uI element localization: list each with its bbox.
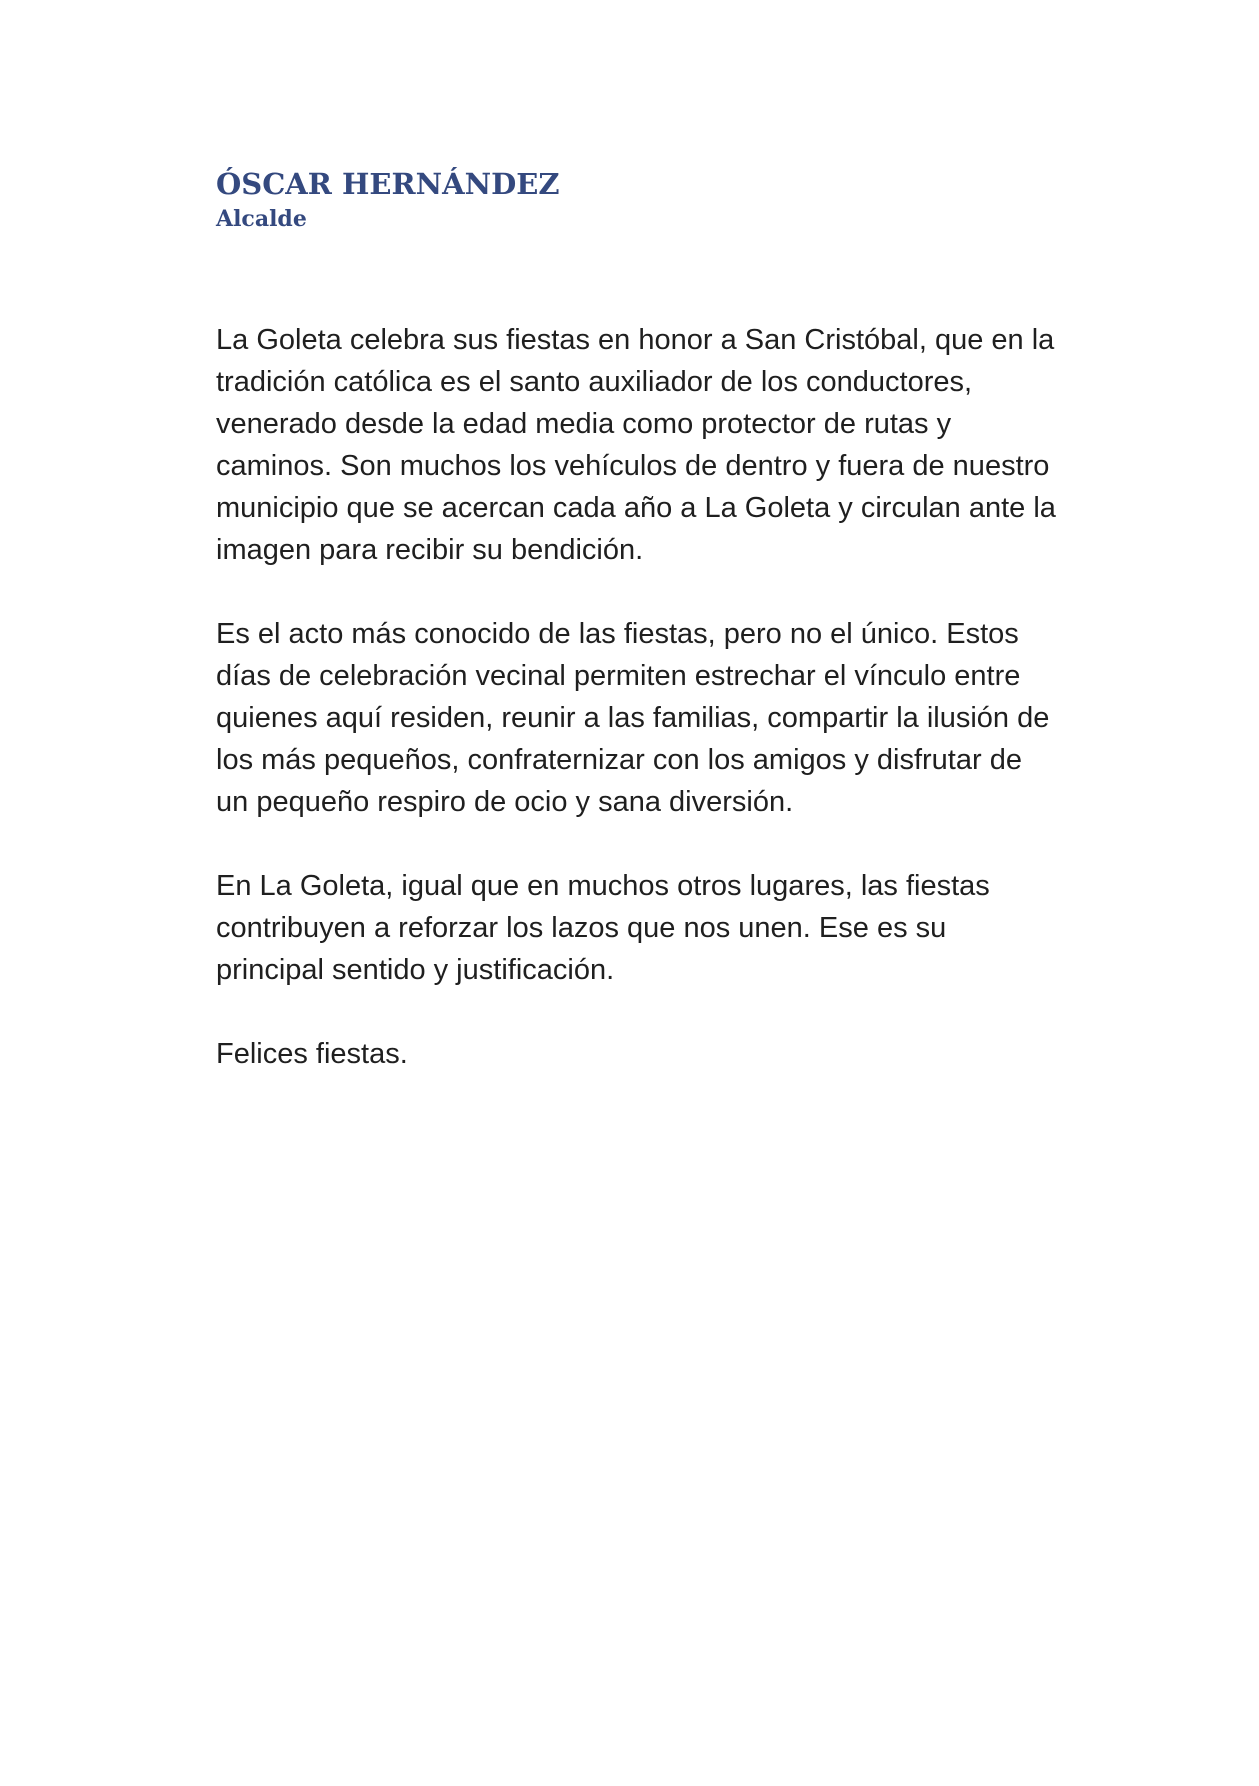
paragraph-3: En La Goleta, igual que en muchos otros lugares, las fiestas contribuyen a reforzar los lazos que nos unen. Ese es su principal sentido y justificación. xyxy=(216,870,990,986)
closing-line: Felices fiestas. xyxy=(216,1038,408,1070)
author-role: Alcalde xyxy=(216,206,307,232)
author-name: ÓSCAR HERNÁNDEZ xyxy=(216,167,560,201)
author-block xyxy=(216,166,1056,234)
paragraph-1: La Goleta celebra sus fiestas en honor a San Cristóbal, que en la tradición católica es el santo auxiliador de los conductores, venerado desde la edad media como protector de rutas y caminos. Son muchos los vehículos de dentro y fuera de nuestro municipio que se acercan cada año a La Goleta y circulan ante la imagen para recibir su bendición. xyxy=(216,324,1056,566)
letter-body xyxy=(216,319,1056,1117)
paragraph-2: Es el acto más conocido de las fiestas, pero no el único. Estos días de celebración vecinal permiten estrechar el vínculo entre quienes aquí residen, reunir a las familias, compartir la ilusión de los más pequeños, confraternizar con los amigos y disfrutar de un pequeño respiro de ocio y sana diversión. xyxy=(216,618,1050,818)
